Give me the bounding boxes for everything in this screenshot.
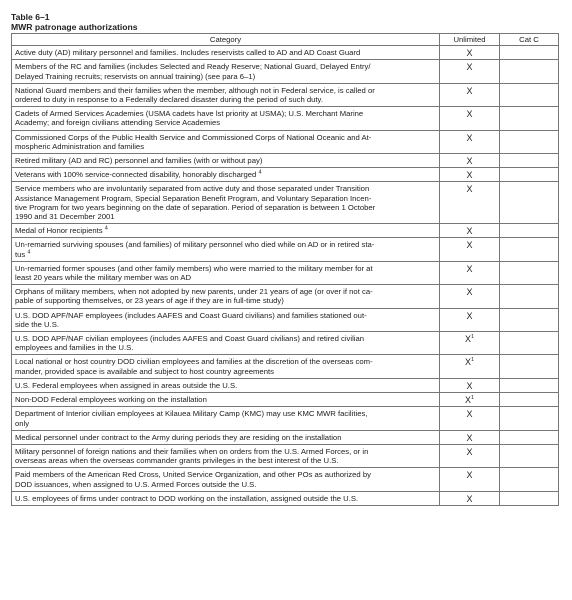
- table-row: [12, 168, 559, 182]
- category-cell: [12, 308, 440, 331]
- category-cell: [12, 46, 440, 60]
- category-line: pable of supporting themselves, or 23 years of age if they are in full-time study): [15, 296, 284, 306]
- unlimited-cell: [440, 261, 500, 284]
- unlimited-cell: [440, 285, 500, 308]
- category-cell: [12, 107, 440, 130]
- unlimited-cell: [440, 407, 500, 430]
- unlimited-cell: [440, 107, 500, 130]
- category-line: ordered to duty in response to a Federally declared disaster during the period of such duty.: [15, 95, 323, 105]
- category-cell: [12, 83, 440, 106]
- category-cell: [12, 393, 440, 407]
- category-line: tus: [15, 249, 26, 259]
- cat-c-cell: [500, 130, 559, 153]
- unlimited-mark: X: [466, 263, 473, 274]
- unlimited-mark: X: [466, 432, 473, 443]
- unlimited-mark: X: [466, 170, 473, 181]
- table-row: [12, 83, 559, 106]
- unlimited-cell: [440, 154, 500, 168]
- category-line: 1990 and 31 December 2001: [15, 212, 115, 222]
- table-row: [12, 491, 559, 505]
- cat-c-cell: [500, 285, 559, 308]
- footnote-ref: 1: [470, 334, 475, 341]
- category-line: Non-DOD Federal employees working on the installation: [15, 395, 207, 405]
- unlimited-mark: X: [466, 226, 473, 237]
- category-line: Assistance Management Program, Special Separation Benefit Program, and Voluntary Separation Incen-: [15, 193, 372, 203]
- cat-c-cell: [500, 107, 559, 130]
- footnote-ref: 4: [258, 169, 262, 176]
- footnote-ref: 1: [470, 357, 475, 364]
- category-line: Local national or host country DOD civilian employees and families at the discretion of the overseas com-: [15, 357, 373, 367]
- unlimited-cell: [440, 224, 500, 238]
- category-cell: [12, 468, 440, 491]
- unlimited-cell: [440, 468, 500, 491]
- cat-c-cell: [500, 238, 559, 261]
- unlimited-mark: X: [466, 85, 473, 96]
- category-cell: [12, 332, 440, 355]
- category-cell: [12, 238, 440, 261]
- category-cell: [12, 491, 440, 505]
- unlimited-mark: X: [466, 287, 473, 298]
- category-line: Active duty (AD) military personnel and families. Includes reservists called to AD and AD Coast Guard: [15, 48, 361, 58]
- category-line: Academy; and foreign civilians attending Service Academies: [15, 118, 221, 128]
- category-line: Commissioned Corps of the Public Health Service and Commissioned Corps of National Oceanic and At-: [15, 132, 372, 142]
- category-line: employees and families in the U.S.: [15, 343, 134, 353]
- table-row: [12, 261, 559, 284]
- unlimited-mark: X: [466, 184, 473, 195]
- cat-c-cell: [500, 444, 559, 467]
- unlimited-cell: [440, 168, 500, 182]
- header-row: [12, 34, 559, 46]
- category-cell: [12, 130, 440, 153]
- table-row: [12, 378, 559, 392]
- patronage-table: [11, 33, 559, 506]
- header-category: Category: [12, 34, 440, 46]
- cat-c-cell: [500, 468, 559, 491]
- table-row: [12, 46, 559, 60]
- table-row: [12, 308, 559, 331]
- category-cell: [12, 355, 440, 378]
- cat-c-cell: [500, 83, 559, 106]
- cat-c-cell: [500, 332, 559, 355]
- unlimited-mark: X: [466, 409, 473, 420]
- category-cell: [12, 430, 440, 444]
- cat-c-cell: [500, 46, 559, 60]
- header-unlimited: Unlimited: [440, 34, 500, 46]
- category-cell: [12, 378, 440, 392]
- category-line: Veterans with 100% service-connected disability, honorably discharged: [15, 170, 257, 180]
- table-body: [12, 46, 559, 506]
- category-line: Paid members of the American Red Cross, United Service Organization, and other POs as authorized by: [15, 470, 371, 480]
- cat-c-cell: [500, 407, 559, 430]
- cat-c-cell: [500, 224, 559, 238]
- category-line: side the U.S.: [15, 319, 60, 329]
- table-number: Table 6–1: [11, 12, 50, 22]
- unlimited-mark: X: [466, 156, 473, 167]
- unlimited-mark: X: [466, 240, 473, 251]
- category-line: least 20 years while the military member was on AD: [15, 273, 192, 283]
- unlimited-mark: X: [466, 446, 473, 457]
- cat-c-cell: [500, 491, 559, 505]
- unlimited-mark: X: [466, 48, 473, 59]
- category-cell: [12, 154, 440, 168]
- unlimited-mark: X: [466, 380, 473, 391]
- unlimited-cell: [440, 491, 500, 505]
- category-line: National Guard members and their families when the member, although not in Federal service, is called or: [15, 85, 375, 95]
- category-cell: [12, 182, 440, 224]
- category-line: Un-remarried surviving spouses (and families) of military personnel who died while on AD or in retired sta-: [15, 240, 375, 250]
- category-line: Medal of Honor recipients: [15, 226, 103, 236]
- unlimited-mark: X: [466, 493, 473, 504]
- cat-c-cell: [500, 378, 559, 392]
- footnote-ref: 4: [104, 225, 108, 232]
- category-line: U.S. employees of firms under contract to DOD working on the installation, assigned outside the U.S.: [15, 493, 359, 503]
- unlimited-cell: [440, 430, 500, 444]
- cat-c-cell: [500, 308, 559, 331]
- unlimited-cell: [440, 355, 500, 378]
- category-cell: [12, 224, 440, 238]
- table-row: [12, 60, 559, 83]
- category-line: Military personnel of foreign nations and their families when on orders from the U.S. Armed Forces, or in: [15, 446, 369, 456]
- unlimited-mark: X: [466, 470, 473, 481]
- category-line: tive Program for two years beginning on the date of separation. Period of separation is between 1 October: [15, 202, 376, 212]
- category-cell: [12, 444, 440, 467]
- table-row: [12, 355, 559, 378]
- unlimited-mark: X: [466, 132, 473, 143]
- unlimited-mark: X: [466, 310, 473, 321]
- unlimited-mark: X: [464, 334, 471, 345]
- category-cell: [12, 285, 440, 308]
- table-row: [12, 182, 559, 224]
- cat-c-cell: [500, 430, 559, 444]
- cat-c-cell: [500, 355, 559, 378]
- table-row: [12, 238, 559, 261]
- unlimited-mark: X: [466, 109, 473, 120]
- unlimited-mark: X: [464, 395, 471, 406]
- table-row: [12, 332, 559, 355]
- unlimited-cell: [440, 83, 500, 106]
- unlimited-cell: [440, 130, 500, 153]
- unlimited-mark: X: [464, 357, 471, 368]
- category-cell: [12, 60, 440, 83]
- unlimited-cell: [440, 378, 500, 392]
- unlimited-cell: [440, 393, 500, 407]
- category-line: overseas areas when the overseas commander grants privileges in the best interest of the U.S.: [15, 456, 339, 466]
- table-row: [12, 407, 559, 430]
- category-line: U.S. DOD APF/NAF civilian employees (includes AAFES and Coast Guard civilians) and retired civilian: [15, 334, 365, 344]
- table-title: MWR patronage authorizations: [11, 22, 138, 32]
- category-cell: [12, 407, 440, 430]
- category-line: Department of Interior civilian employees at Kilauea Military Camp (KMC) may use KMC MWR facilities,: [15, 409, 368, 419]
- unlimited-cell: [440, 182, 500, 224]
- footnote-ref: 1: [470, 395, 475, 402]
- category-line: Cadets of Armed Services Academies (USMA cadets have lst priority at USMA); U.S. Merchant Marine: [15, 109, 364, 119]
- category-line: Members of the RC and families (includes Selected and Ready Reserve; National Guard, Delayed Entry/: [15, 62, 371, 72]
- unlimited-cell: [440, 46, 500, 60]
- category-line: Orphans of military members, when not adopted by new parents, under 21 years of age (or over if not ca-: [15, 287, 373, 297]
- unlimited-cell: [440, 332, 500, 355]
- document-page: [11, 12, 558, 506]
- table-row: [12, 224, 559, 238]
- category-line: only: [15, 418, 30, 428]
- cat-c-cell: [500, 60, 559, 83]
- category-cell: [12, 168, 440, 182]
- cat-c-cell: [500, 261, 559, 284]
- table-row: [12, 107, 559, 130]
- table-row: [12, 430, 559, 444]
- category-line: U.S. Federal employees when assigned in areas outside the U.S.: [15, 380, 238, 390]
- category-line: mander, provided space is available and subject to host country agreements: [15, 366, 274, 376]
- unlimited-cell: [440, 444, 500, 467]
- table-row: [12, 154, 559, 168]
- category-line: Medical personnel under contract to the Army during periods they are residing on the installation: [15, 432, 342, 442]
- category-line: DOD issuances, when assigned to U.S. Armed Forces outside the U.S.: [15, 479, 257, 489]
- category-line: Service members who are involuntarily separated from active duty and those separated under Transition: [15, 184, 370, 194]
- cat-c-cell: [500, 154, 559, 168]
- table-row: [12, 130, 559, 153]
- table-row: [12, 444, 559, 467]
- unlimited-cell: [440, 238, 500, 261]
- cat-c-cell: [500, 168, 559, 182]
- table-row: [12, 468, 559, 491]
- cat-c-cell: [500, 182, 559, 224]
- category-line: U.S. DOD APF/NAF employees (includes AAFES and Coast Guard civilians) and families stationed out-: [15, 310, 367, 320]
- category-cell: [12, 261, 440, 284]
- cat-c-cell: [500, 393, 559, 407]
- unlimited-cell: [440, 60, 500, 83]
- category-line: Un-remarried former spouses (and other family members) who were married to the military member for at: [15, 263, 373, 273]
- footnote-ref: 4: [27, 249, 31, 256]
- unlimited-cell: [440, 308, 500, 331]
- category-line: Delayed Training recruits; reservists on annual training) (see para 6–1): [15, 71, 256, 81]
- header-cat-c: Cat C: [500, 34, 559, 46]
- category-line: Retired military (AD and RC) personnel and families (with or without pay): [15, 156, 263, 166]
- category-line: mospheric Administration and families: [15, 141, 145, 151]
- unlimited-mark: X: [466, 62, 473, 73]
- table-row: [12, 285, 559, 308]
- table-row: [12, 393, 559, 407]
